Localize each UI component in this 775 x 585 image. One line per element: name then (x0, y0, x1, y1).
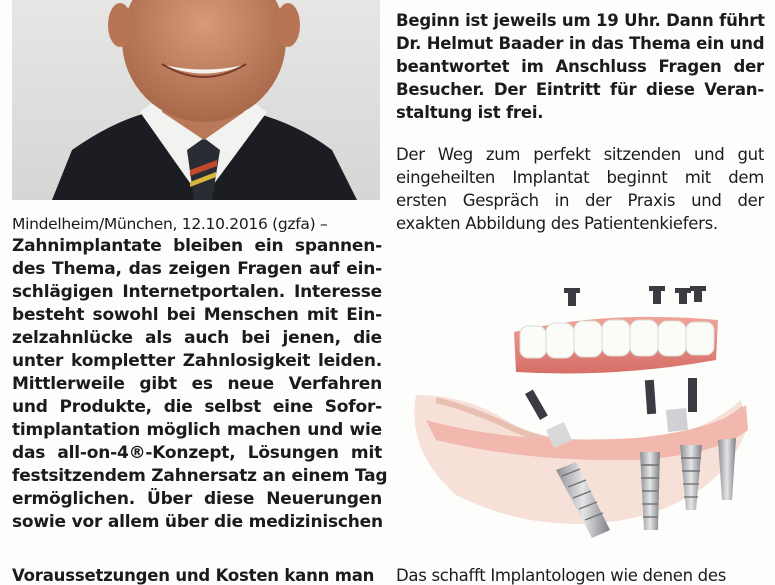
text-line: Besucher. Der Eintritt für diese Veran- (396, 80, 764, 99)
implant-paragraph (396, 143, 764, 235)
text-line: Dr. Helmut Baader in das Thema ein und (396, 34, 765, 53)
article-intro (12, 235, 388, 534)
text-line: unter kompletter Zahnlosigkeit leiden. (12, 351, 382, 371)
left-column (12, 205, 388, 534)
text-line: besteht sowohl bei Menschen mit Ein- (12, 305, 382, 325)
text-line: Der Weg zum perfekt sitzenden und gut (396, 145, 764, 164)
text-line: schlägigen Internetportalen. Interesse (12, 282, 382, 302)
text-line: sowie vor allem über die medizinischen (12, 512, 383, 532)
right-column (396, 0, 764, 235)
event-info (396, 9, 764, 124)
text-line: exakten Abbildung des Patientenkiefers. (396, 214, 718, 233)
text-line: Beginn ist jeweils um 19 Uhr. Dann führt (396, 11, 765, 30)
text-line: das all-on-4®-Konzept, Lösungen mit (12, 443, 382, 463)
text-line: eingeheilten Implantat beginnt mit dem (396, 168, 764, 187)
text-line: Mittlerweile gibt es neue Verfahren (12, 374, 382, 394)
text-line: und Produkte, die selbst eine Sofor- (12, 397, 382, 417)
text-line: festsitzendem Zahnersatz an einem Tag (12, 466, 388, 486)
article-dateline: Mindelheim/München, 12.10.2016 (gzfa) – (12, 215, 328, 233)
portrait-photo (12, 0, 380, 200)
left-cut-line: Voraussetzungen und Kosten kann man (12, 566, 375, 585)
dental-implant-illustration (396, 280, 764, 545)
text-line: Zahnimplantate bleiben ein spannen- (12, 236, 382, 256)
text-line: timplantation möglich machen und wie (12, 420, 382, 440)
text-line: beantwortet im Anschluss Fragen der (396, 57, 764, 76)
right-cut-line: Das schafft Implantologen wie denen des (396, 566, 727, 585)
text-line: ersten Gespräch in der Praxis und der (396, 191, 764, 210)
text-line: zelzahnlücke als auch bei jenen, die (12, 328, 382, 348)
text-line: staltung ist frei. (396, 103, 544, 122)
text-line: ermöglichen. Über diese Neuerungen (12, 489, 382, 509)
text-line: des Thema, das zeigen Fragen auf ein- (12, 259, 382, 279)
